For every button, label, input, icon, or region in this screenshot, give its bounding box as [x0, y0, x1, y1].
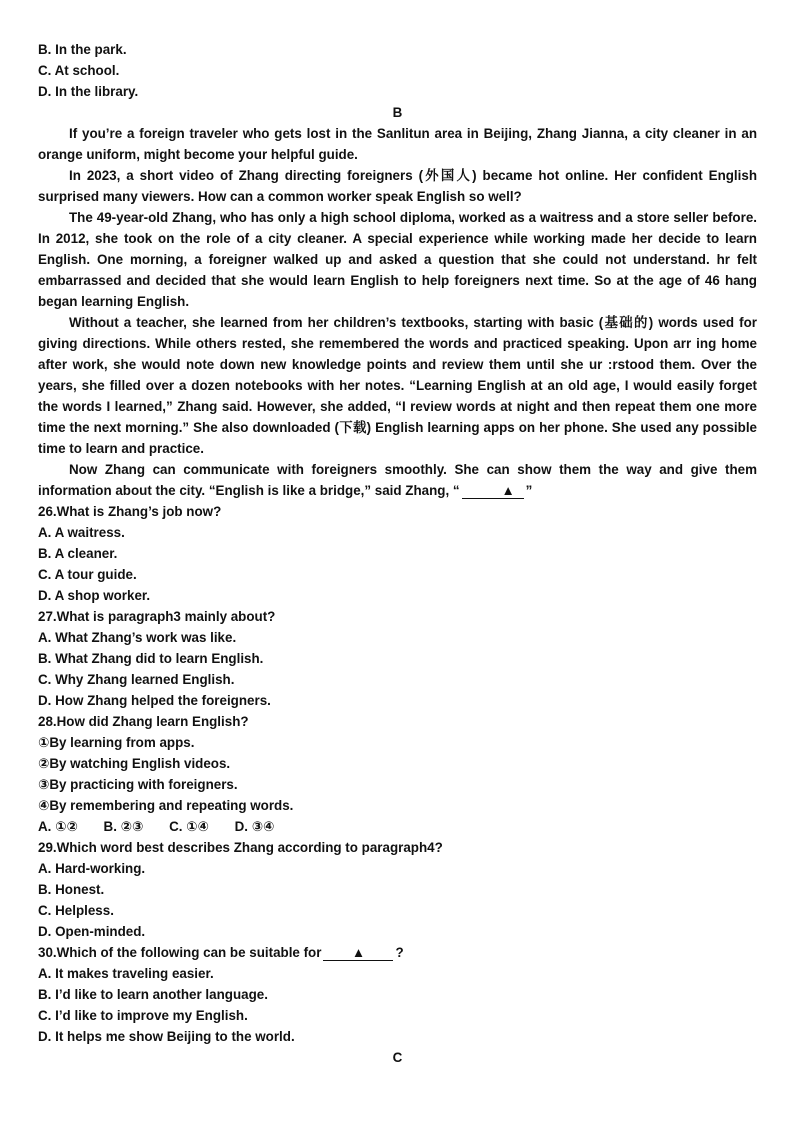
option-d: D. A shop worker.: [38, 588, 151, 603]
paragraph-5-text: Now Zhang can communicate with foreigners smoothly. She can show them the way and give them information about the city. “English is like a bridge,” said Zhang, “: [38, 462, 757, 498]
question-stem: 28.How did Zhang learn English?: [38, 714, 249, 729]
option-c: C. Why Zhang learned English.: [38, 672, 235, 687]
question-stem: 29.Which word best describes Zhang according to paragraph4?: [38, 840, 443, 855]
choice-row: [38, 816, 757, 837]
choice-c: C. ①④: [169, 819, 209, 834]
option-b: B. I’d like to learn another language.: [38, 987, 268, 1002]
option-d: D. It helps me show Beijing to the world.: [38, 1029, 295, 1044]
section-b-heading: B: [392, 105, 403, 120]
option-b: B. A cleaner.: [38, 546, 118, 561]
passage-paragraph-5: [38, 459, 757, 501]
paragraph-5-end: ”: [525, 483, 533, 498]
option-d: D. In the library.: [38, 84, 139, 99]
statement-4: ④By remembering and repeating words.: [38, 798, 294, 813]
passage-paragraph-4: Without a teacher, she learned from her children’s textbooks, starting with basic (基础的) words used for giving directions. While others rested, she remembered the words and practiced speaking. Upon arr ing home after work, she would note down new knowledge points and review them until she ur :rstood them. Over the years, she filled over a dozen notebooks with her notes. “Learning English at an old age, I would easily forget the words I learned,” Zhang said. However, she added, “I review words at night and then repeat them one more time the next morning.” She also downloaded (下载) English learning apps on her phone. She used any possible time to learn and practice.: [38, 315, 757, 456]
option-a: A. What Zhang’s work was like.: [38, 630, 237, 645]
question-stem: 26.What is Zhang’s job now?: [38, 504, 222, 519]
passage-paragraph-2: In 2023, a short video of Zhang directing foreigners (外国人) became hot online. Her confident English surprised many viewers. How can a common worker speak English so well?: [38, 168, 757, 204]
section-c-heading: C: [392, 1050, 403, 1065]
question-27: [38, 606, 757, 711]
option-c: C. A tour guide.: [38, 567, 137, 582]
option-b: B. What Zhang did to learn English.: [38, 651, 264, 666]
statement-2: ②By watching English videos.: [38, 756, 231, 771]
question-26: [38, 501, 757, 606]
question-30: [38, 942, 757, 1047]
option-a: A. A waitress.: [38, 525, 125, 540]
exam-page: [38, 39, 757, 1068]
question-28: [38, 711, 757, 837]
statement-1: ①By learning from apps.: [38, 735, 195, 750]
passage-paragraph-1: If you’re a foreign traveler who gets lost in the Sanlitun area in Beijing, Zhang Jianna, a city cleaner in an orange uniform, might become your helpful guide.: [38, 126, 757, 162]
statement-3: ③By practicing with foreigners.: [38, 777, 238, 792]
option-d: D. Open-minded.: [38, 924, 146, 939]
option-b: B. Honest.: [38, 882, 105, 897]
choice-d: D. ③④: [234, 819, 275, 834]
option-b: B. In the park.: [38, 42, 127, 57]
passage-paragraph-3: The 49-year-old Zhang, who has only a high school diploma, worked as a waitress and a store seller before. In 2012, she took on the role of a city cleaner. A special experience while working made her decide to learn English. One morning, a foreigner walked up and asked a question that she could not understand. hr felt embarrassed and decided that she would learn English to help foreigners next time. So at the age of 46 hang began learning English.: [38, 210, 757, 309]
stem-text: 30.Which of the following can be suitable for: [38, 945, 322, 960]
question-29: [38, 837, 757, 942]
option-a: A. Hard-working.: [38, 861, 146, 876]
choice-b: B. ②③: [103, 819, 144, 834]
answer-blank: ▲: [462, 483, 524, 499]
reading-passage-b: [38, 123, 757, 501]
stem-end: ?: [395, 945, 404, 960]
option-c: C. I’d like to improve my English.: [38, 1008, 248, 1023]
answer-blank: ▲: [323, 945, 393, 961]
option-a: A. It makes traveling easier.: [38, 966, 214, 981]
choice-a: A. ①②: [38, 819, 78, 834]
question-stem: 27.What is paragraph3 mainly about?: [38, 609, 276, 624]
option-d: D. How Zhang helped the foreigners.: [38, 693, 271, 708]
option-c: C. At school.: [38, 63, 120, 78]
option-c: C. Helpless.: [38, 903, 114, 918]
question-stem: [38, 942, 757, 963]
previous-question-options: [38, 39, 757, 102]
